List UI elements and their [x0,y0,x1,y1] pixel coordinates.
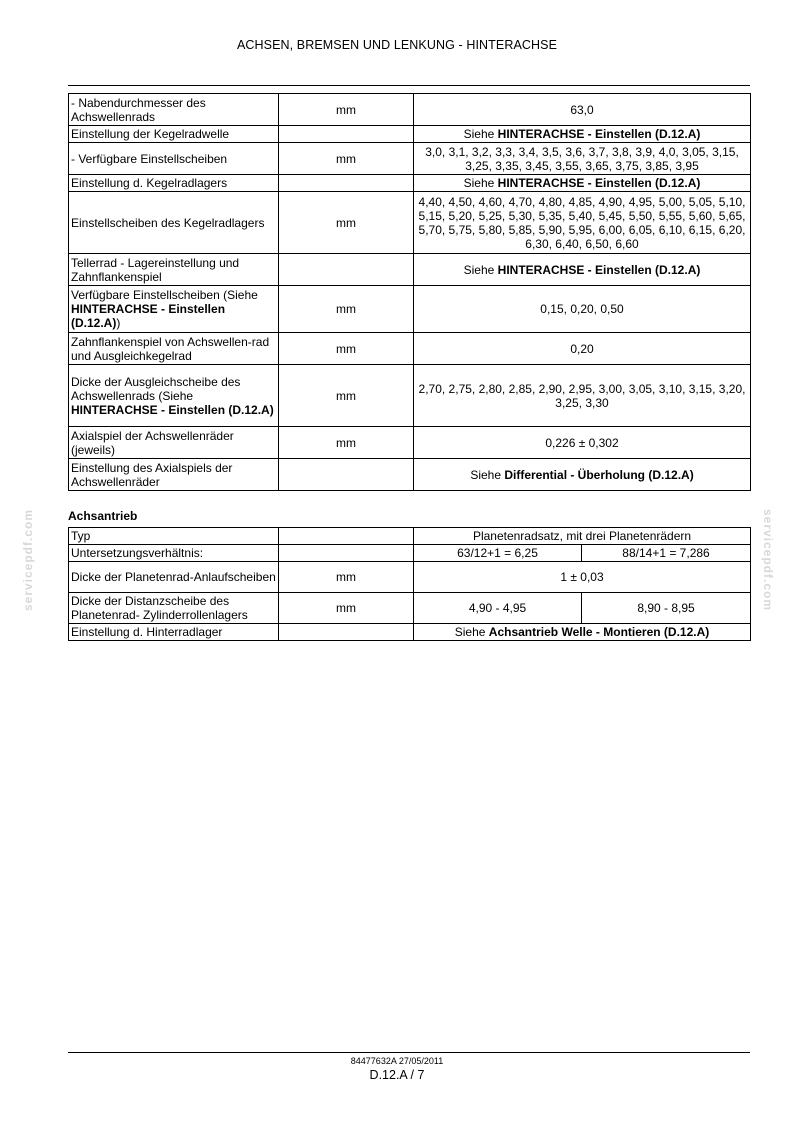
row-value-a: 4,90 - 4,95 [414,593,582,624]
row-unit: mm [279,365,414,427]
label-prefix: Verfügbare Einstellscheiben (Siehe [71,288,258,302]
row-label [69,365,279,427]
row-label: Dicke der Planetenrad-Anlaufscheiben [69,562,279,593]
row-unit: mm [279,562,414,593]
label-reference: HINTERACHSE - Einstellen (D.12.A) [71,302,226,330]
row-value-b: 88/14+1 = 7,286 [582,545,751,562]
value-reference: Achsantrieb Welle - Montieren (D.12.A) [488,625,710,639]
row-label: Zahnflankenspiel von Achswellen-rad und Ausgleichkegelrad [69,333,279,365]
table-row [69,593,751,624]
table-row [69,143,751,175]
row-label: Typ [69,528,279,545]
value-prefix: Siehe [463,127,498,141]
page-header-title: ACHSEN, BREMSEN UND LENKUNG - HINTERACHSE [236,38,558,52]
value-prefix: Siehe [463,176,498,190]
watermark-right: servicepdf.com [761,508,775,612]
row-value [414,126,751,143]
row-unit [279,545,414,562]
row-label: Untersetzungsverhältnis: [69,545,279,562]
row-value [414,254,751,286]
footer-divider [68,1052,750,1053]
label-prefix: Dicke der Ausgleichscheibe des Achswellenrads (Siehe [71,374,241,403]
row-value: 63,0 [414,94,751,126]
table-row [69,254,751,286]
value-reference: HINTERACHSE - Einstellen (D.12.A) [497,176,701,190]
row-value [414,175,751,192]
row-label: Einstellung d. Hinterradlager [69,624,279,641]
value-prefix: Siehe [463,262,498,277]
row-value: 1 ± 0,03 [414,562,751,593]
row-value-b: 8,90 - 8,95 [582,593,751,624]
header-divider [68,85,750,86]
row-unit [279,624,414,641]
row-unit [279,126,414,143]
row-value: 0,226 ± 0,302 [414,427,751,459]
table-row [69,365,751,427]
spec-table-achsantrieb [68,527,751,641]
table-row [69,175,751,192]
label-reference: HINTERACHSE - Einstellen (D.12.A) [71,402,274,417]
row-value [414,624,751,641]
label-suffix: ) [116,316,121,330]
row-unit: mm [279,333,414,365]
row-label: Axialspiel der Achswellenräder (jeweils) [69,427,279,459]
row-unit: mm [279,593,414,624]
row-label: - Verfügbare Einstellscheiben [69,143,279,175]
table-row [69,94,751,126]
row-value: 4,40, 4,50, 4,60, 4,70, 4,80, 4,85, 4,90, 4,95, 5,00, 5,05, 5,10, 5,15, 5,20, 5,25, 5,30, 5,35, 5,40, 5,45, 5,50, 5,55, 5,60, 5,65, 5,70, 5,75, 5,80, 5,85, 5,90, 5,95, 6,00, 6,05, 6,10, 6,15, 6,20, 6,30, 6,40, 6,50, 6,60 [414,192,751,254]
row-value: 0,15, 0,20, 0,50 [414,286,751,333]
row-unit: mm [279,94,414,126]
row-unit [279,528,414,545]
row-unit [279,254,414,286]
section-heading-achsantrieb: Achsantrieb [68,509,138,523]
table-row [69,624,751,641]
table-row [69,562,751,593]
row-unit: mm [279,286,414,333]
row-unit: mm [279,143,414,175]
footer-document-number: 84477632A 27/05/2011 [350,1056,444,1066]
value-reference: Differential - Überholung (D.12.A) [504,467,694,482]
table-row [69,545,751,562]
spec-table-hinterachse [68,93,751,491]
row-label: Einstellung der Kegelradwelle [69,126,279,143]
value-reference: HINTERACHSE - Einstellen (D.12.A) [497,262,701,277]
row-label: Dicke der Distanzscheibe des Planetenrad- Zylinderrollenlagers [69,593,279,624]
table-row [69,459,751,491]
table-row [69,126,751,143]
row-unit [279,175,414,192]
value-prefix: Siehe [454,625,489,639]
table-row [69,333,751,365]
row-label: Einstellscheiben des Kegelradlagers [69,192,279,254]
value-prefix: Siehe [470,467,505,482]
row-label [69,286,279,333]
row-label: Tellerrad - Lagereinstellung und Zahnflankenspiel [69,254,279,286]
row-unit: mm [279,192,414,254]
value-reference: HINTERACHSE - Einstellen (D.12.A) [497,127,701,141]
row-label: - Nabendurchmesser des Achswellenrads [69,94,279,126]
row-value [414,459,751,491]
watermark-left: servicepdf.com [21,508,35,612]
row-label: Einstellung d. Kegelradlagers [69,175,279,192]
table-row [69,192,751,254]
table-row [69,528,751,545]
row-value: 2,70, 2,75, 2,80, 2,85, 2,90, 2,95, 3,00, 3,05, 3,10, 3,15, 3,20, 3,25, 3,30 [414,365,751,427]
row-value: Planetenradsatz, mit drei Planetenrädern [414,528,751,545]
table-row [69,286,751,333]
row-value: 3,0, 3,1, 3,2, 3,3, 3,4, 3,5, 3,6, 3,7, 3,8, 3,9, 4,0, 3,05, 3,15, 3,25, 3,35, 3,45, 3,55, 3,65, 3,75, 3,85, 3,95 [414,143,751,175]
table-row [69,427,751,459]
row-unit [279,459,414,491]
footer-page-number: D.12.A / 7 [369,1068,425,1082]
row-value-a: 63/12+1 = 6,25 [414,545,582,562]
row-label: Einstellung des Axialspiels der Achswellenräder [69,459,279,491]
row-value: 0,20 [414,333,751,365]
row-unit: mm [279,427,414,459]
